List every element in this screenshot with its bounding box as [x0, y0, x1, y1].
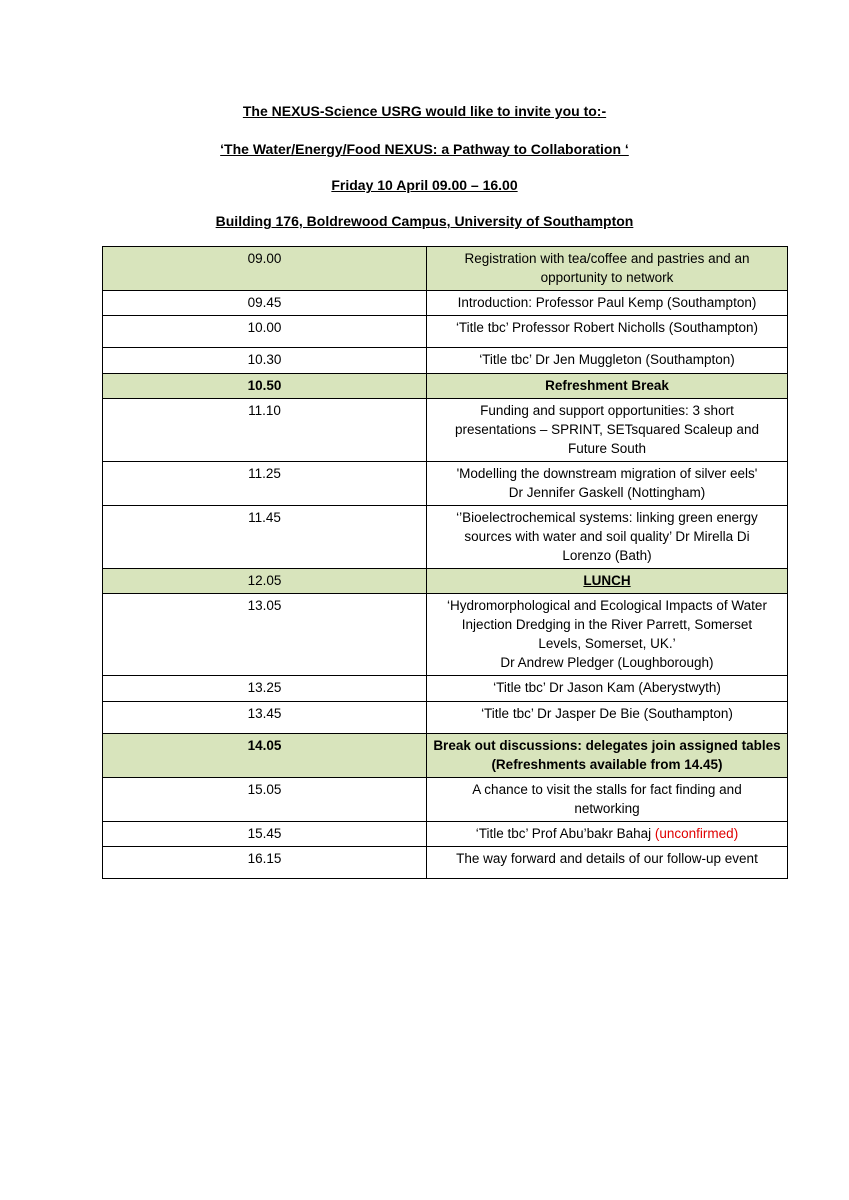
agenda-time: 11.25	[103, 462, 427, 506]
agenda-row	[103, 822, 788, 847]
agenda-time: 09.00	[103, 247, 427, 291]
agenda-item-line: Introduction: Professor Paul Kemp (Southampton)	[457, 295, 757, 310]
agenda-item-line: opportunity to network	[540, 270, 674, 285]
agenda-item	[427, 847, 788, 879]
agenda-item-line: ‘Title tbc’ Dr Jasper De Bie (Southampton)	[481, 706, 733, 721]
agenda-item	[427, 462, 788, 506]
event-venue: Building 176, Boldrewood Campus, University of Southampton	[215, 213, 634, 229]
agenda-row	[103, 247, 788, 291]
agenda-item-line: ‘Title tbc’ Dr Jason Kam (Aberystwyth)	[493, 680, 721, 695]
agenda-item-line: Levels, Somerset, UK.’	[538, 636, 676, 651]
agenda-time: 15.45	[103, 822, 427, 847]
agenda-item-line: LUNCH	[583, 573, 631, 588]
agenda-item	[427, 778, 788, 822]
agenda-item	[427, 702, 788, 734]
agenda-item-line: Registration with tea/coffee and pastries and an	[464, 251, 750, 266]
agenda-row	[103, 702, 788, 734]
agenda-item-line: (Refreshments available from 14.45)	[491, 757, 723, 772]
agenda-row	[103, 462, 788, 506]
agenda-item-line: presentations – SPRINT, SETsquared Scaleup and	[455, 422, 759, 437]
agenda-row	[103, 291, 788, 316]
agenda-row	[103, 569, 788, 594]
agenda-item	[427, 316, 788, 348]
agenda-row	[103, 847, 788, 879]
agenda-item-line: A chance to visit the stalls for fact finding and	[472, 782, 742, 797]
event-title: ‘The Water/Energy/Food NEXUS: a Pathway to Collaboration ‘	[220, 141, 629, 157]
agenda-time: 14.05	[103, 734, 427, 778]
agenda-row	[103, 348, 788, 374]
agenda-item	[427, 506, 788, 569]
agenda-row	[103, 778, 788, 822]
agenda-time: 16.15	[103, 847, 427, 879]
agenda-item-line: Refreshment Break	[545, 378, 669, 393]
agenda-item-line: Break out discussions: delegates join assigned tables	[433, 738, 781, 753]
agenda-item-text: ‘Title tbc’ Prof Abu’bakr Bahaj	[475, 826, 652, 841]
agenda-item	[427, 374, 788, 399]
agenda-item	[427, 594, 788, 676]
agenda-item-line: Lorenzo (Bath)	[562, 548, 652, 563]
agenda-item-line: Future South	[567, 441, 647, 456]
event-date: Friday 10 April 09.00 – 16.00	[331, 177, 518, 193]
agenda-item-line: Dr Jennifer Gaskell (Nottingham)	[508, 485, 706, 500]
agenda-row	[103, 316, 788, 348]
agenda-row	[103, 374, 788, 399]
agenda-row	[103, 734, 788, 778]
agenda-time: 11.10	[103, 399, 427, 462]
agenda-item-line: ‘Title tbc’ Dr Jen Muggleton (Southampton)	[479, 352, 735, 367]
agenda-item	[427, 676, 788, 702]
agenda-item	[427, 822, 788, 847]
agenda-time: 12.05	[103, 569, 427, 594]
agenda-item-line: 'Modelling the downstream migration of silver eels'	[456, 466, 758, 481]
agenda-item-line: ‘Title tbc’ Professor Robert Nicholls (Southampton)	[455, 320, 759, 335]
agenda-item-line: The way forward and details of our follow-up event	[456, 851, 758, 866]
agenda-item-line: ‘’Bioelectrochemical systems: linking green energy	[456, 510, 758, 525]
agenda-item	[427, 569, 788, 594]
agenda-time: 13.45	[103, 702, 427, 734]
agenda-item-line: Injection Dredging in the River Parrett, Somerset	[461, 617, 753, 632]
agenda-time: 11.45	[103, 506, 427, 569]
agenda-item-line: Dr Andrew Pledger (Loughborough)	[500, 655, 714, 670]
agenda-item-line: ‘Hydromorphological and Ecological Impacts of Water	[447, 598, 767, 613]
agenda-row	[103, 676, 788, 702]
agenda-item	[427, 291, 788, 316]
agenda-time: 10.50	[103, 374, 427, 399]
agenda-item	[427, 348, 788, 374]
agenda-time: 10.00	[103, 316, 427, 348]
agenda-time: 13.25	[103, 676, 427, 702]
agenda-item	[427, 734, 788, 778]
agenda-item-line: Funding and support opportunities: 3 short	[480, 403, 734, 418]
agenda-time: 10.30	[103, 348, 427, 374]
agenda-item-line: sources with water and soil quality’ Dr Mirella Di	[464, 529, 750, 544]
agenda-time: 13.05	[103, 594, 427, 676]
agenda-item-line: networking	[574, 801, 640, 816]
agenda-item	[427, 247, 788, 291]
agenda-item	[427, 399, 788, 462]
agenda-row	[103, 506, 788, 569]
agenda-table	[102, 246, 788, 879]
agenda-row	[103, 594, 788, 676]
agenda-time: 09.45	[103, 291, 427, 316]
invitation-heading: The NEXUS-Science USRG would like to invite you to:-	[242, 103, 607, 119]
agenda-row	[103, 399, 788, 462]
unconfirmed-note: (unconfirmed)	[654, 826, 739, 841]
agenda-time: 15.05	[103, 778, 427, 822]
